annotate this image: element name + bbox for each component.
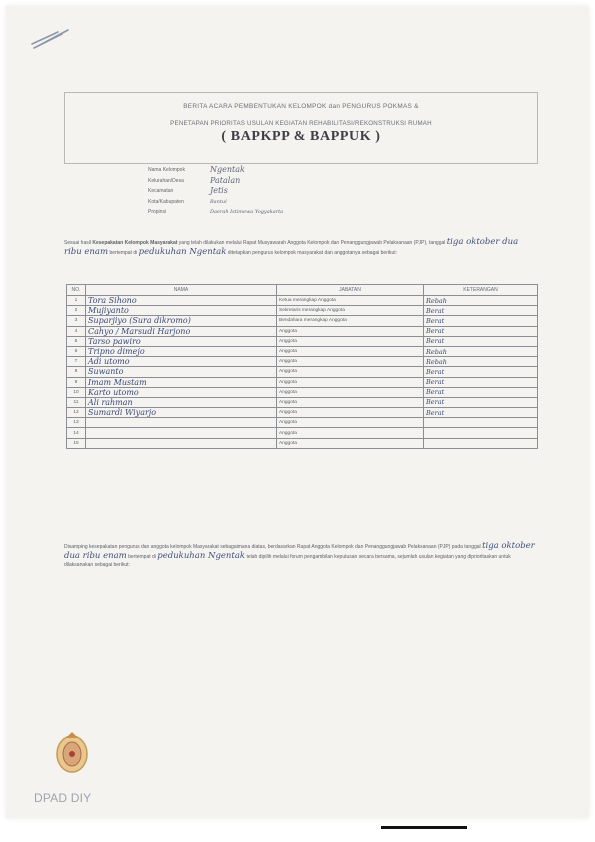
member-position: Anggota [277,428,424,438]
table-row [67,336,538,346]
header-line-1: BERITA ACARA PEMBENTUKAN KELOMPOK dan PENGURUS POKMAS & [183,103,419,110]
member-name: Cahyo / Marsudi Harjono [86,326,277,336]
watermark: DPAD DIY [34,791,92,805]
info-row: Kecamatan Jetis [148,186,228,195]
handwritten-date: tiga oktober dua ribu enam [64,541,535,561]
member-name: Karto utomo [86,387,277,397]
table-row [67,367,538,377]
member-note: Berat [424,408,538,418]
row-no: 12 [67,408,86,418]
info-row: Propinsi Daerah Istimewa Yogyakarta [148,209,284,215]
table-row [67,377,538,387]
member-position: Anggota [277,326,424,336]
handwritten-place: pedukuhan Ngentak [157,550,246,561]
member-name: Mujiyanto [86,306,277,316]
row-no: 14 [67,428,86,438]
table-row [67,296,538,306]
row-no: 4 [67,326,86,336]
member-note [424,418,538,428]
member-name: Tripno dimejo [86,346,277,356]
table-row [67,346,538,356]
info-row: Nama Kelompok Ngentak [148,165,245,174]
member-position: Anggota [277,346,424,356]
member-position: Anggota [277,418,424,428]
member-note: Berat [424,377,538,387]
member-note: Berat [424,397,538,407]
col-no: NO. [67,285,86,296]
member-note: Berat [424,306,538,316]
header-box [64,92,538,164]
col-position: JABATAN [277,285,424,296]
member-name [86,438,277,448]
row-no: 15 [67,438,86,448]
table-row [67,438,538,448]
col-name: NAMA [86,285,277,296]
member-name: Suwanto [86,367,277,377]
member-name: Suparjiyo (Sura dikromo) [86,316,277,326]
row-no: 3 [67,316,86,326]
row-no: 13 [67,418,86,428]
info-row: Kelurahan/Desa Patalan [148,175,241,185]
member-name: Sumardi Wiyarjo [86,408,277,418]
bottom-bar [381,826,467,829]
row-no: 11 [67,397,86,407]
member-name: Ali rahman [86,397,277,407]
member-note: Berat [424,367,538,377]
member-name: Tarso pawiro [86,336,277,346]
member-position: Ketua merangkap Anggota [277,296,424,306]
info-row: Kota/Kabupaten Bantul [148,198,227,205]
member-position: Anggota [277,387,424,397]
member-position: Anggota [277,357,424,367]
dpad-emblem-icon [52,728,92,778]
member-name [86,428,277,438]
member-name: Adi utomo [86,357,277,367]
member-note [424,428,538,438]
member-position: Anggota [277,377,424,387]
member-note [424,438,538,448]
table-row [67,316,538,326]
table-row [67,428,538,438]
row-no: 6 [67,346,86,356]
member-note: Berat [424,316,538,326]
table-row [67,418,538,428]
table-row [67,306,538,316]
table-row [67,397,538,407]
member-note: Rebah [424,346,538,356]
member-position: Anggota [277,408,424,418]
intro-paragraph: Sesuai hasil Kesepakatan Kelompok Masyarakat yang telah dilakukan melalui Rapat Musyawarah Anggota Kelompok dan Penanggungjawab Pelaksanaan (PJP), tanggal tiga oktober dua ribu enam bertempat di pedukuhan Ngentak ditetapkan pengurus kelompok masyarakat dan anggotanya sebagai berikut: [64,237,519,257]
col-note: KETERANGAN [424,285,538,296]
member-position: Anggota [277,397,424,407]
handwritten-date: tiga oktober dua ribu enam [64,237,519,257]
row-no: 9 [67,377,86,387]
member-note: Rebah [424,357,538,367]
handwritten-place: pedukuhan Ngentak [138,246,227,257]
member-name: Imam Mustam [86,377,277,387]
outro-paragraph: Disamping kesepakatan pengurus dan anggota kelompok Masyarakat sebagaimana diatas, berdasarkan Rapat Anggota Kelompok dan Penanggungjawab Pelaksanaan (PJP) pada tanggal tiga oktober dua ribu enam bertempat di pedukuhan Ngentak telah dipilih melalui forum pengambilan keputusan secara bersama, sejumlah usulan kegiatan yang diprioritaskan untuk dilaksanakan sebagai berikut: [64,541,535,568]
row-no: 5 [67,336,86,346]
member-name: Tora Sihono [86,296,277,306]
members-table [66,284,538,449]
table-row [67,387,538,397]
member-position: Anggota [277,336,424,346]
row-no: 1 [67,296,86,306]
row-no: 10 [67,387,86,397]
member-position: Anggota [277,367,424,377]
table-row [67,326,538,336]
table-row [67,357,538,367]
document-title: ( BAPKPP & BAPPUK ) [221,129,381,144]
row-no: 7 [67,357,86,367]
member-note: Rebah [424,296,538,306]
table-row [67,408,538,418]
member-position: Sekretaris merangkap Anggota [277,306,424,316]
row-no: 8 [67,367,86,377]
group-info [148,165,283,218]
table-header-row [67,285,538,296]
member-note: Berat [424,387,538,397]
member-name [86,418,277,428]
member-position: Anggota [277,438,424,448]
header-line-2: PENETAPAN PRIORITAS USULAN KEGIATAN REHABILITASI/REKONSTRUKSI RUMAH [170,120,432,127]
member-position: Bendahara merangkap Anggota [277,316,424,326]
row-no: 2 [67,306,86,316]
member-note: Berat [424,326,538,336]
pen-mark-icon [28,24,78,52]
member-note: Berat [424,336,538,346]
